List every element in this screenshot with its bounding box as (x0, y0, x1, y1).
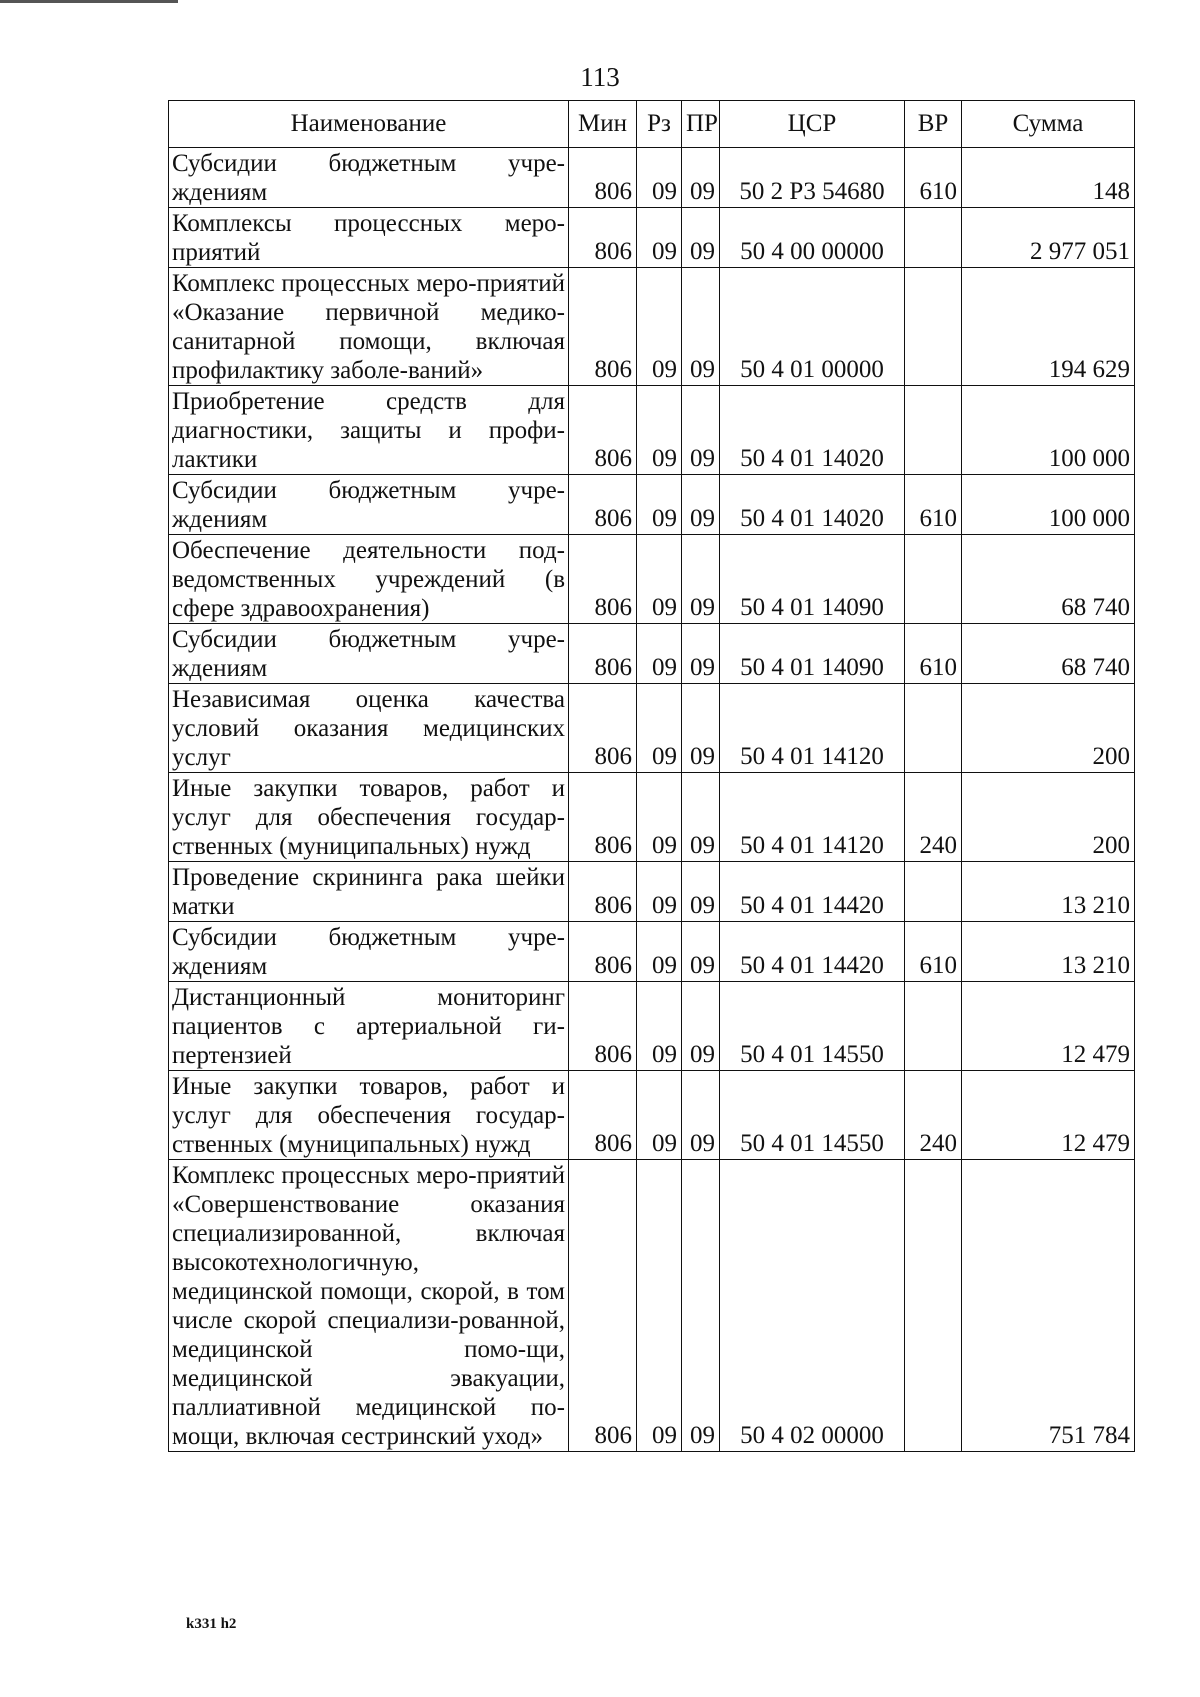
cell-min: 806 (569, 148, 637, 208)
cell-rz: 09 (637, 862, 682, 922)
cell-name: Субсидии бюджетным учре-ждениям (169, 475, 569, 535)
cell-pr: 09 (682, 535, 720, 624)
cell-sum: 751 784 (962, 1160, 1135, 1452)
header-vr: ВР (905, 101, 962, 148)
cell-min: 806 (569, 1071, 637, 1160)
cell-rz: 09 (637, 624, 682, 684)
cell-pr: 09 (682, 773, 720, 862)
cell-name: Иные закупки товаров, работ и услуг для обеспечения государ-ственных (муниципальных) нужд (169, 773, 569, 862)
table-row (169, 624, 1135, 684)
table-row (169, 684, 1135, 773)
cell-sum: 13 210 (962, 862, 1135, 922)
table-row (169, 268, 1135, 386)
cell-rz: 09 (637, 148, 682, 208)
cell-name: Субсидии бюджетным учре-ждениям (169, 624, 569, 684)
cell-vr (905, 386, 962, 475)
cell-csr: 50 4 01 14420 (720, 922, 905, 982)
cell-vr: 610 (905, 624, 962, 684)
cell-sum: 68 740 (962, 535, 1135, 624)
cell-sum: 200 (962, 773, 1135, 862)
cell-name: Обеспечение деятельности под-ведомственных учреждений (в сфере здравоохранения) (169, 535, 569, 624)
table-row (169, 208, 1135, 268)
cell-name: Субсидии бюджетным учре-ждениям (169, 148, 569, 208)
cell-min: 806 (569, 773, 637, 862)
cell-min: 806 (569, 862, 637, 922)
cell-vr: 610 (905, 922, 962, 982)
cell-sum: 12 479 (962, 1071, 1135, 1160)
cell-csr: 50 4 01 14420 (720, 862, 905, 922)
cell-name: Приобретение средств для диагностики, защиты и профи-лактики (169, 386, 569, 475)
cell-csr: 50 4 01 00000 (720, 268, 905, 386)
table-row (169, 535, 1135, 624)
cell-rz: 09 (637, 684, 682, 773)
cell-min: 806 (569, 684, 637, 773)
header-name: Наименование (169, 101, 569, 148)
cell-sum: 13 210 (962, 922, 1135, 982)
cell-csr: 50 4 02 00000 (720, 1160, 905, 1452)
cell-min: 806 (569, 475, 637, 535)
cell-sum: 148 (962, 148, 1135, 208)
cell-rz: 09 (637, 386, 682, 475)
cell-min: 806 (569, 922, 637, 982)
cell-vr (905, 862, 962, 922)
page-number: 113 (580, 62, 620, 92)
cell-csr: 50 4 01 14090 (720, 535, 905, 624)
table-row (169, 475, 1135, 535)
cell-pr: 09 (682, 1160, 720, 1452)
table-row (169, 386, 1135, 475)
table-header-row (169, 101, 1135, 148)
header-sum: Сумма (962, 101, 1135, 148)
scan-edge-line (0, 0, 178, 3)
cell-sum: 12 479 (962, 982, 1135, 1071)
cell-sum: 100 000 (962, 475, 1135, 535)
cell-rz: 09 (637, 922, 682, 982)
cell-vr (905, 1160, 962, 1452)
cell-vr (905, 535, 962, 624)
table-row (169, 862, 1135, 922)
header-csr: ЦСР (720, 101, 905, 148)
cell-csr: 50 4 01 14090 (720, 624, 905, 684)
cell-pr: 09 (682, 684, 720, 773)
cell-rz: 09 (637, 208, 682, 268)
cell-pr: 09 (682, 148, 720, 208)
cell-csr: 50 4 01 14120 (720, 684, 905, 773)
header-min: Мин (569, 101, 637, 148)
cell-pr: 09 (682, 862, 720, 922)
table-row (169, 1071, 1135, 1160)
cell-pr: 09 (682, 475, 720, 535)
header-pr: ПР (682, 101, 720, 148)
cell-name: Дистанционный мониторинг пациентов с артериальной ги-пертензией (169, 982, 569, 1071)
table-row (169, 148, 1135, 208)
cell-min: 806 (569, 268, 637, 386)
cell-csr: 50 4 01 14550 (720, 1071, 905, 1160)
cell-vr: 240 (905, 1071, 962, 1160)
cell-vr (905, 268, 962, 386)
cell-name: Комплекс процессных меро-приятий «Совершенствование оказания специализированной, включая высокотехнологичную, медицинской помощи, скорой, в том числе скорой специализи-рованной, медицинской помо-щи, медицинской эвакуации, паллиативной медицинской по-мощи, включая сестринский уход» (169, 1160, 569, 1452)
cell-csr: 50 4 01 14020 (720, 475, 905, 535)
cell-pr: 09 (682, 386, 720, 475)
cell-sum: 2 977 051 (962, 208, 1135, 268)
cell-rz: 09 (637, 535, 682, 624)
cell-sum: 194 629 (962, 268, 1135, 386)
cell-csr: 50 4 01 14120 (720, 773, 905, 862)
cell-pr: 09 (682, 922, 720, 982)
cell-name: Субсидии бюджетным учре-ждениям (169, 922, 569, 982)
cell-rz: 09 (637, 1160, 682, 1452)
table-body (169, 148, 1135, 1452)
cell-vr: 240 (905, 773, 962, 862)
cell-rz: 09 (637, 773, 682, 862)
cell-vr: 610 (905, 475, 962, 535)
table-row (169, 982, 1135, 1071)
cell-name: Проведение скрининга рака шейки матки (169, 862, 569, 922)
cell-csr: 50 4 01 14550 (720, 982, 905, 1071)
budget-table (168, 100, 1135, 1452)
header-rz: Рз (637, 101, 682, 148)
footer-code: k331 h2 (186, 1616, 237, 1632)
cell-csr: 50 2 Р3 54680 (720, 148, 905, 208)
cell-min: 806 (569, 535, 637, 624)
cell-csr: 50 4 01 14020 (720, 386, 905, 475)
cell-pr: 09 (682, 208, 720, 268)
cell-name: Комплекс процессных меро-приятий «Оказание первичной медико-санитарной помощи, включая профилактику заболе-ваний» (169, 268, 569, 386)
table-row (169, 922, 1135, 982)
table-row (169, 773, 1135, 862)
cell-vr: 610 (905, 148, 962, 208)
cell-rz: 09 (637, 982, 682, 1071)
cell-name: Иные закупки товаров, работ и услуг для обеспечения государ-ственных (муниципальных) нужд (169, 1071, 569, 1160)
cell-pr: 09 (682, 1071, 720, 1160)
cell-pr: 09 (682, 982, 720, 1071)
cell-min: 806 (569, 624, 637, 684)
cell-sum: 100 000 (962, 386, 1135, 475)
cell-vr (905, 982, 962, 1071)
cell-pr: 09 (682, 268, 720, 386)
cell-vr (905, 684, 962, 773)
cell-rz: 09 (637, 475, 682, 535)
table-row (169, 1160, 1135, 1452)
cell-name: Комплексы процессных меро-приятий (169, 208, 569, 268)
cell-min: 806 (569, 1160, 637, 1452)
cell-min: 806 (569, 982, 637, 1071)
cell-min: 806 (569, 386, 637, 475)
cell-sum: 200 (962, 684, 1135, 773)
cell-vr (905, 208, 962, 268)
cell-sum: 68 740 (962, 624, 1135, 684)
cell-name: Независимая оценка качества условий оказания медицинских услуг (169, 684, 569, 773)
cell-pr: 09 (682, 624, 720, 684)
cell-csr: 50 4 00 00000 (720, 208, 905, 268)
cell-rz: 09 (637, 1071, 682, 1160)
cell-rz: 09 (637, 268, 682, 386)
cell-min: 806 (569, 208, 637, 268)
